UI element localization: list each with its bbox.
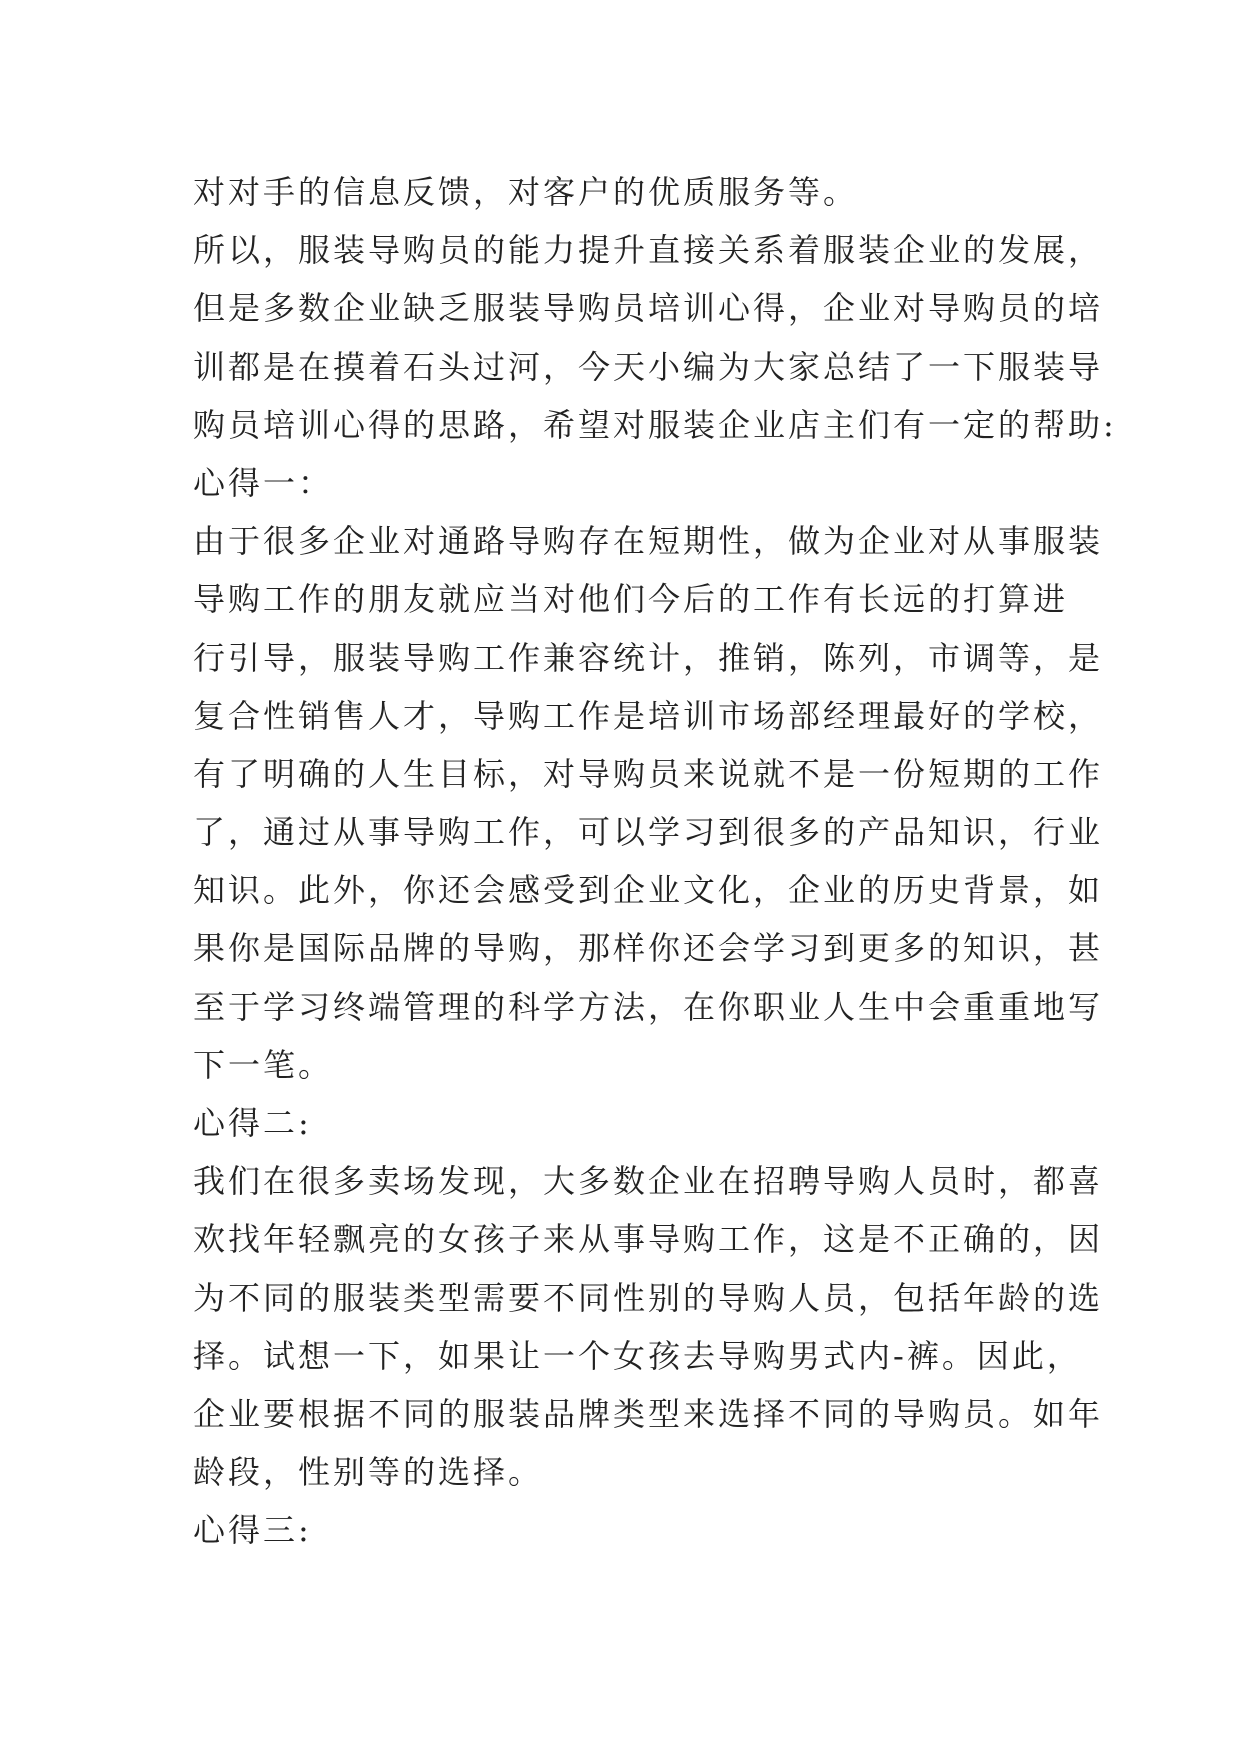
text-line: 知识。此外，你还会感受到企业文化，企业的历史背景，如	[193, 871, 1104, 910]
section-heading-1: 心得一：	[193, 463, 334, 502]
text-line: 择。试想一下，如果让一个女孩去导购男式内-裤。因此，	[193, 1336, 1082, 1375]
text-line: 训都是在摸着石头过河，今天小编为大家总结了一下服装导	[193, 347, 1104, 386]
section-heading-3: 心得三:	[193, 1511, 312, 1550]
text-line: 复合性销售人才，导购工作是培训市场部经理最好的学校，	[193, 696, 1104, 735]
text-line: 果你是国际品牌的导购，那样你还会学习到更多的知识，甚	[193, 929, 1104, 968]
text-line: 但是多数企业缺乏服装导购员培训心得，企业对导购员的培	[193, 289, 1104, 328]
text-line: 了，通过从事导购工作，可以学习到很多的产品知识，行业	[193, 813, 1104, 852]
text-line: 我们在很多卖场发现，大多数企业在招聘导购人员时，都喜	[193, 1162, 1104, 1201]
text-line: 下一笔。	[193, 1045, 334, 1084]
text-line: 至于学习终端管理的科学方法，在你职业人生中会重重地写	[193, 987, 1104, 1026]
text-line: 所以，服装导购员的能力提升直接关系着服装企业的发展，	[193, 231, 1104, 270]
section-heading-2: 心得二:	[193, 1104, 312, 1142]
body-text	[193, 163, 1117, 1560]
text-line: 为不同的服装类型需要不同性别的导购人员，包括年龄的选	[193, 1278, 1104, 1317]
text-line: 由于很多企业对通路导购存在短期性，做为企业对从事服装	[193, 522, 1104, 561]
text-line: 导购工作的朋友就应当对他们今后的工作有长远的打算进	[193, 580, 1069, 619]
text-line: 企业要根据不同的服装品牌类型来选择不同的导购员。如年	[193, 1394, 1104, 1433]
text-line: 欢找年轻飘亮的女孩子来从事导购工作，这是不正确的，因	[193, 1220, 1104, 1259]
text-line: 购员培训心得的思路，希望对服装企业店主们有一定的帮助:	[193, 405, 1117, 444]
text-line: 行引导，服装导购工作兼容统计，推销，陈列，市调等，是	[193, 638, 1104, 677]
text-line: 对对手的信息反馈，对客户的优质服务等。	[193, 173, 859, 211]
text-line: 龄段，性别等的选择。	[193, 1453, 544, 1492]
text-line: 有了明确的人生目标，对导购员来说就不是一份短期的工作	[193, 754, 1104, 793]
